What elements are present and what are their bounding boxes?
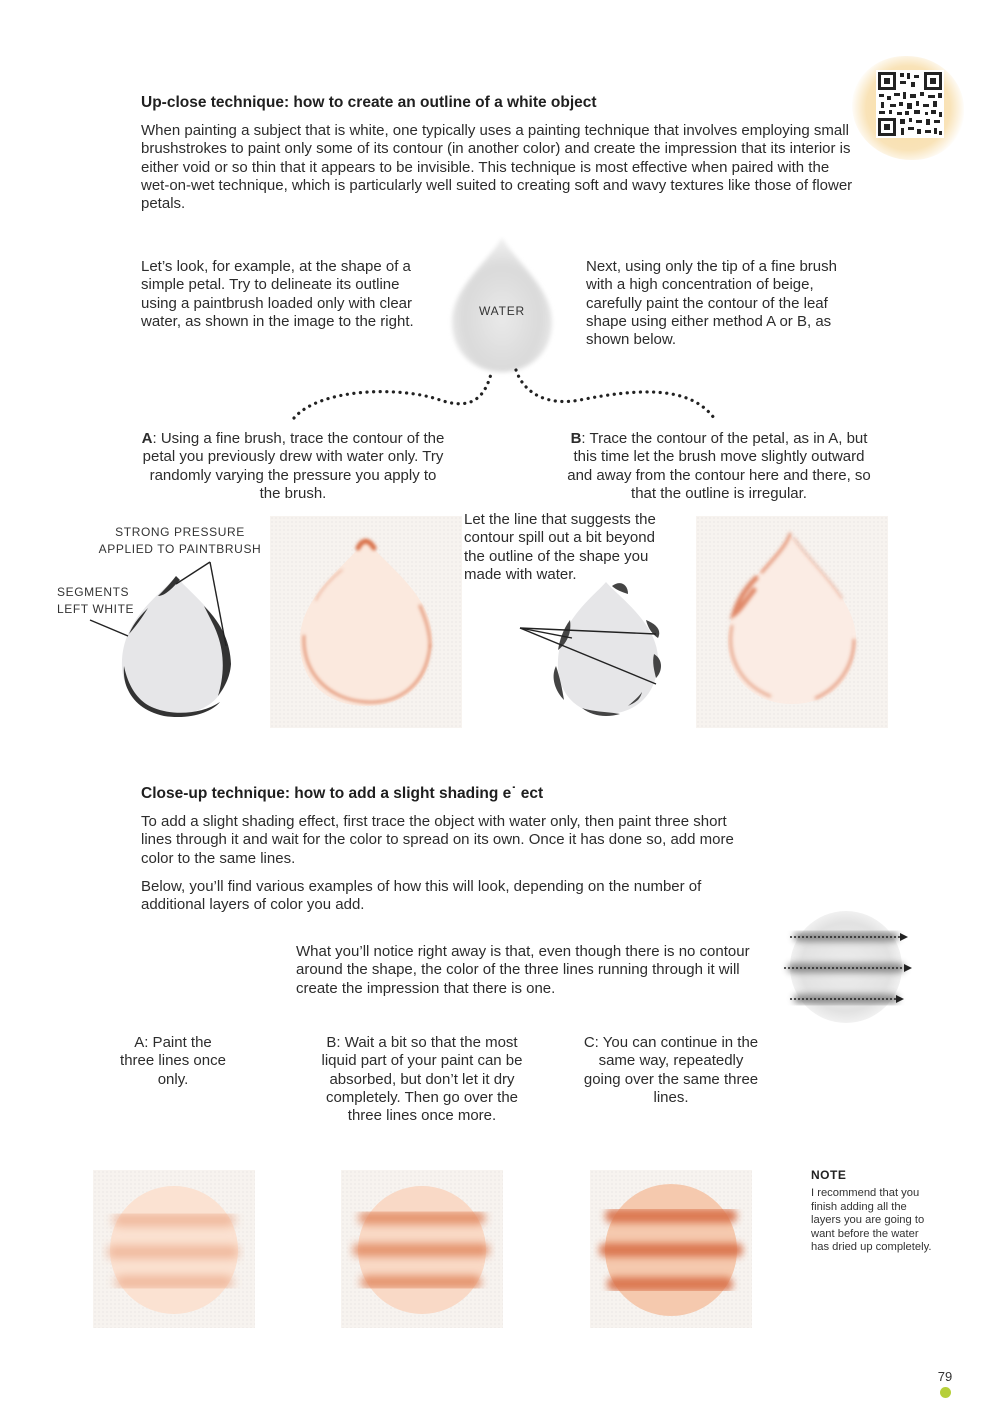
petal-left-text: Let’s look, for example, at the shape of a simple petal. Try to delineate its outline using a paintbrush loaded only with clear water, as shown in the image to the right. (141, 258, 414, 330)
method-b-text (560, 430, 878, 503)
method-b-body: : Trace the contour of the petal, as in A, but this time let the brush move slightly outward and away from the contour here and there, so that the outline is irregular. (567, 430, 871, 502)
note-title: NOTE (811, 1168, 847, 1182)
section2-notice: What you’ll notice right away is that, even though there is no contour around the shape, the color of the three lines running through it will create the impression that there is one. (296, 943, 750, 997)
caption-c: C: You can continue in the same way, repeatedly going over the same three lines. (583, 1034, 759, 1106)
section2-para1: To add a slight shading effect, first trace the object with water only, then paint three short lines through it and wait for the color to spread on its own. Once it has done so, add more color to the same lines. (141, 813, 734, 867)
section2-paragraphs (141, 813, 753, 914)
method-b-diagram (516, 574, 676, 724)
note-text: I recommend that you finish adding all the layers you are going to want before the water has dried up completely. (811, 1187, 932, 1254)
section1-intro: When painting a subject that is white, one typically uses a painting technique that involves employing small brushstrokes to paint only some of its contour (in another color) and create the impression that its interior is either void or so thin that it appears to be invisible. This technique is most effective when paired with the wet-on-wet technique, which is particularly well suited to creating soft and wavy textures like those of flower petals. (141, 122, 853, 213)
caption-b: B: Wait a bit so that the most liquid part of your paint can be absorbed, but don’t let it dry completely. Then go over the three lines once more. (321, 1034, 523, 1125)
painted-petal-b-shape (696, 516, 888, 728)
section2-para2: Below, you’ll find various examples of how this will look, depending on the number of additional layers of color you add. (141, 877, 702, 914)
dotted-swirl-decoration (280, 360, 730, 430)
label-segments-white: SEGMENTS LEFT WHITE (57, 585, 135, 616)
method-b-key: B (570, 430, 582, 447)
painted-circle-a-shape (93, 1170, 255, 1328)
qr-code-icon[interactable] (876, 70, 944, 138)
water-label: WATER (479, 304, 525, 318)
accent-dot-icon (940, 1387, 951, 1398)
caption-a: A: Paint the three lines once only. (120, 1034, 226, 1088)
method-a-diagram (84, 556, 264, 726)
method-a-text (141, 430, 445, 503)
painted-circle-c-shape (590, 1170, 752, 1328)
petal-right-text: Next, using only the tip of a fine brush with a high concentration of beige, carefully paint the contour of the leaf shape using either method A or B, as shown below. (586, 258, 837, 349)
page-number: 79 (937, 1369, 953, 1384)
method-a-body: : Using a fine brush, trace the contour of the petal you previously drew with water only. Try randomly varying the pressure you apply to the brush. (142, 430, 445, 502)
painted-circle-b-shape (341, 1170, 503, 1328)
method-a-key: A (141, 430, 153, 447)
section1-heading: Up-close technique: how to create an outline of a white object (141, 94, 597, 111)
section2-heading: Close-up technique: how to add a slight shading e˙ ect (141, 785, 544, 802)
shading-lines-diagram (778, 904, 918, 1030)
painted-petal-a-shape (270, 516, 462, 728)
spill-text: Let the line that suggests the contour spill out a bit beyond the outline of the shape you made with water. (464, 511, 656, 583)
label-strong-pressure: STRONG PRESSURE APPLIED TO PAINTBRUSH (98, 525, 262, 556)
